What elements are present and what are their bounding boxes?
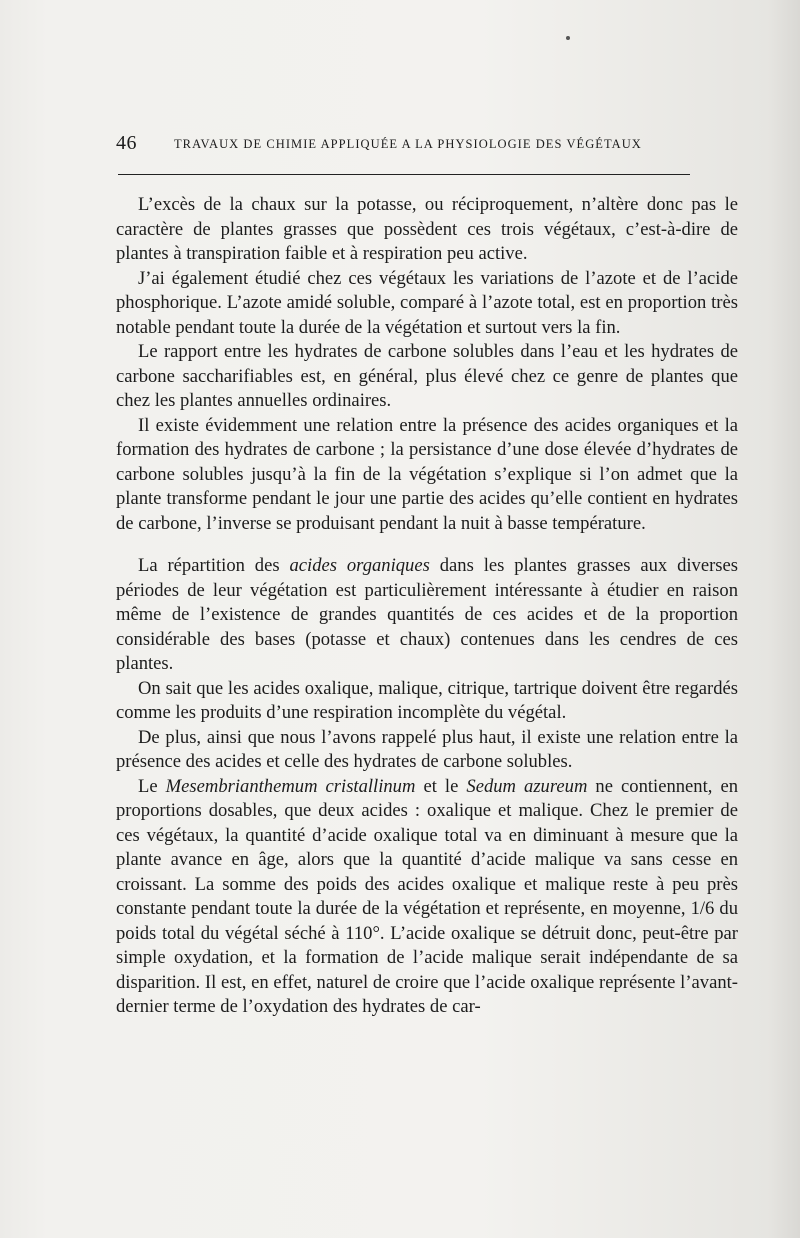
paragraph-3: Le rapport entre les hydrates de carbone solubles dans l’eau et les hydrates de carbone saccharifiables est, en général, plus élevé chez ce genre de plantes que chez les plantes annuelles ordinaires. — [116, 341, 738, 411]
paragraph-8-start: Le — [138, 775, 166, 797]
species-name-2: Sedum azureum — [466, 775, 588, 797]
page-header — [116, 132, 696, 156]
paragraph-8 — [116, 775, 738, 1020]
header-rule — [118, 174, 690, 175]
paragraph-4: Il existe évidemment une relation entre la présence des acides organiques et la formation des hydrates de carbone ; la persistance d’une dose élevée d’hydrates de carbone solubles jusqu’à la fin de la végétation s’explique si l’on admet que la plante transforme pendant le jour une partie des acides qu’elle contient en hydrates de carbone, l’inverse se produisant pendant la nuit à basse température. — [116, 414, 738, 534]
body-text — [116, 193, 738, 1020]
paragraph-6: On sait que les acides oxalique, malique, citrique, tartrique doivent être regardés comme les produits d’une respiration incomplète du végétal. — [116, 677, 738, 723]
paragraph-5-italic: acides organiques — [289, 555, 430, 576]
page-number: 46 — [116, 132, 137, 154]
paragraph-8-end: ne contiennent, en proportions dosables, que deux acides : oxalique et malique. Chez le premier de ces végétaux, la quantité d’acide oxalique total va en diminuant à mesure que la plante avance en âge, alors que la quantité d’acide malique va sans cesse en croissant. La somme des poids des acides oxalique et malique reste à peu près constante pendant toute la durée de la végétation et représente, en moyenne, 1/6 du poids total du végétal séché à 110°. L’acide oxalique se détruit donc, peut-être par simple oxydation, et la formation de l’acide malique serait indépendante de sa disparition. Il est, en effet, naturel de croire que l’acide oxalique représente l’avant-dernier terme de l’oxydation des hydrates de car- — [116, 775, 739, 1017]
paragraph-1: L’excès de la chaux sur la potasse, ou réciproquement, n’altère donc pas le caractère de plantes grasses que possèdent ces trois végétaux, c’est-à-dire de plantes à transpiration faible et à respiration peu active. — [116, 194, 738, 264]
ink-speck — [566, 36, 570, 40]
paragraph-5-end: dans les plantes grasses aux diverses périodes de leur végétation est particulièrement intéressante à étudier en raison même de l’existence de grandes quantités de ces acides et de la proportion considérable des bases (potasse et chaux) contenues dans les cendres de ces plantes. — [116, 555, 739, 674]
paragraph-5 — [116, 554, 738, 677]
running-title: TRAVAUX DE CHIMIE APPLIQUÉE A LA PHYSIOLOGIE DES VÉGÉTAUX — [174, 137, 642, 151]
species-name-1: Mesembrianthemum cristallinum — [165, 775, 416, 797]
paragraph-7: De plus, ainsi que nous l’avons rappelé plus haut, il existe une relation entre la présence des acides et celle des hydrates de carbone solubles. — [116, 726, 738, 772]
paragraph-2: J’ai également étudié chez ces végétaux les variations de l’azote et de l’acide phosphorique. L’azote amidé soluble, comparé à l’azote total, est en proportion très notable pendant toute la durée de la végétation et surtout vers la fin. — [116, 267, 738, 338]
paragraph-5-start: La répartition des — [138, 555, 290, 576]
paragraph-8-middle: et le — [415, 775, 467, 797]
